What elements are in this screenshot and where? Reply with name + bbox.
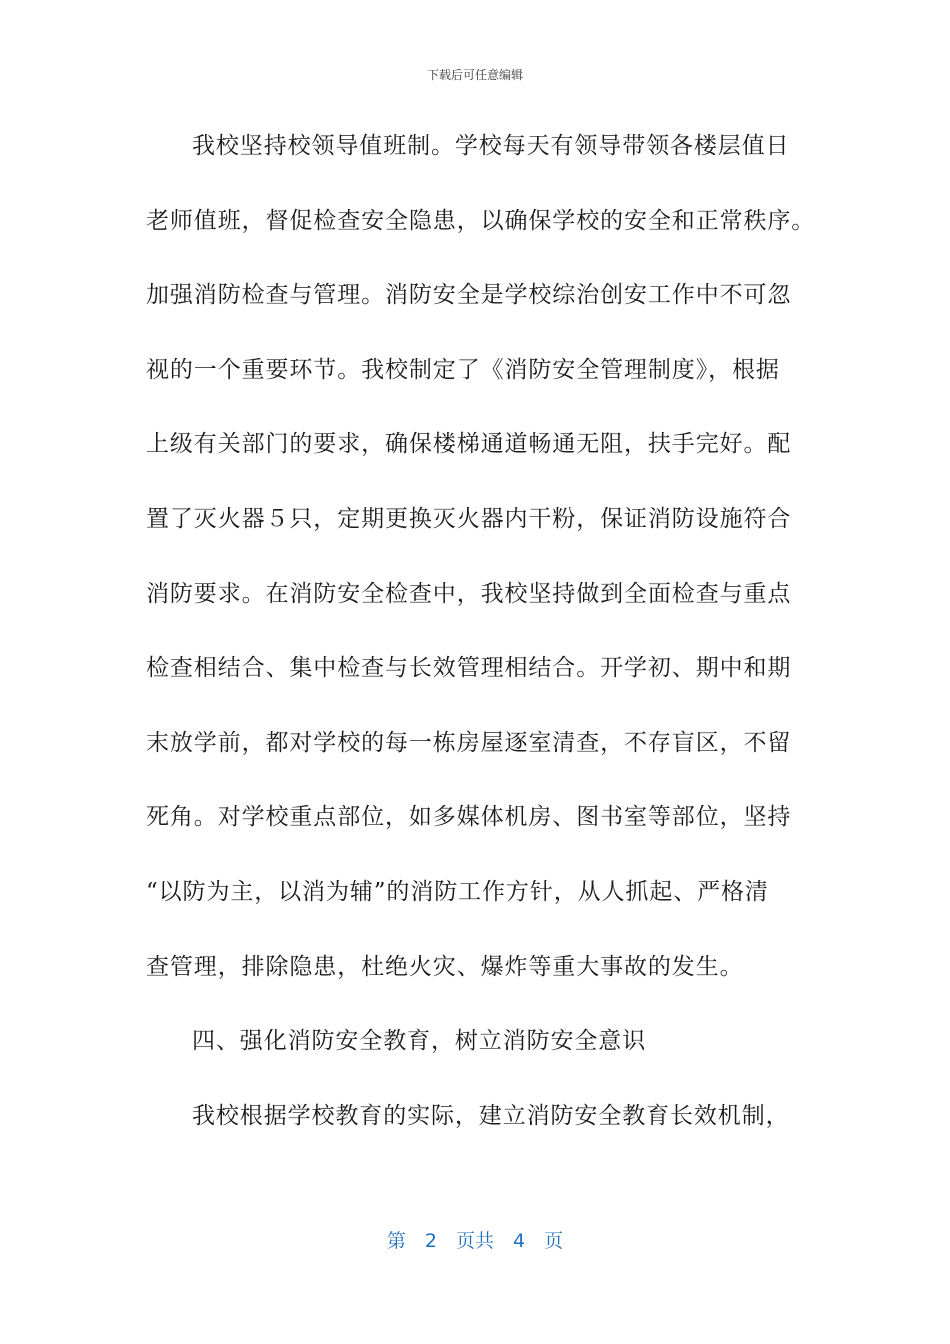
- text-line: 末放学前，都对学校的每一栋房屋逐室清查，不存盲区，不留: [146, 729, 792, 756]
- text-line: 置了灭火器５只，定期更换灭火器内干粉，保证消防设施符合: [146, 505, 792, 532]
- text-line: 我校坚持校领导值班制。学校每天有领导带领各楼层值日: [192, 133, 790, 159]
- document-body: [146, 126, 816, 1170]
- text-line: 消防要求。在消防安全检查中，我校坚持做到全面检查与重点: [146, 580, 792, 607]
- text-line: 老师值班，督促检查安全隐患，以确保学校的安全和正常秩序。: [146, 207, 816, 234]
- text-line: 死角。对学校重点部位，如多媒体机房、图书室等部位，坚持: [146, 804, 792, 831]
- text-line: 检查相结合、集中检查与长效管理相结合。开学初、期中和期: [146, 655, 792, 682]
- page-number: 第 2 页共 4 页: [386, 1230, 564, 1252]
- section-heading: 四、强化消防安全教育，树立消防安全意识: [192, 1028, 647, 1055]
- text-line: 加强消防检查与管理。消防安全是学校综治创安工作中不可忽: [146, 282, 792, 309]
- text-line: 我校根据学校教育的实际，建立消防安全教育长效机制，: [192, 1102, 790, 1129]
- text-line: 视的一个重要环节。我校制定了《消防安全管理制度》，根据: [146, 356, 780, 383]
- text-line: 上级有关部门的要求，确保楼梯通道畅通无阻，扶手完好。配: [146, 431, 792, 458]
- header-note: 下载后可任意编辑: [426, 68, 523, 82]
- text-line: 查管理，排除隐患，杜绝火灾、爆炸等重大事故的发生。: [146, 953, 744, 980]
- text-line: “以防为主，以消为辅”的消防工作方针，从人抓起、严格清: [146, 878, 769, 905]
